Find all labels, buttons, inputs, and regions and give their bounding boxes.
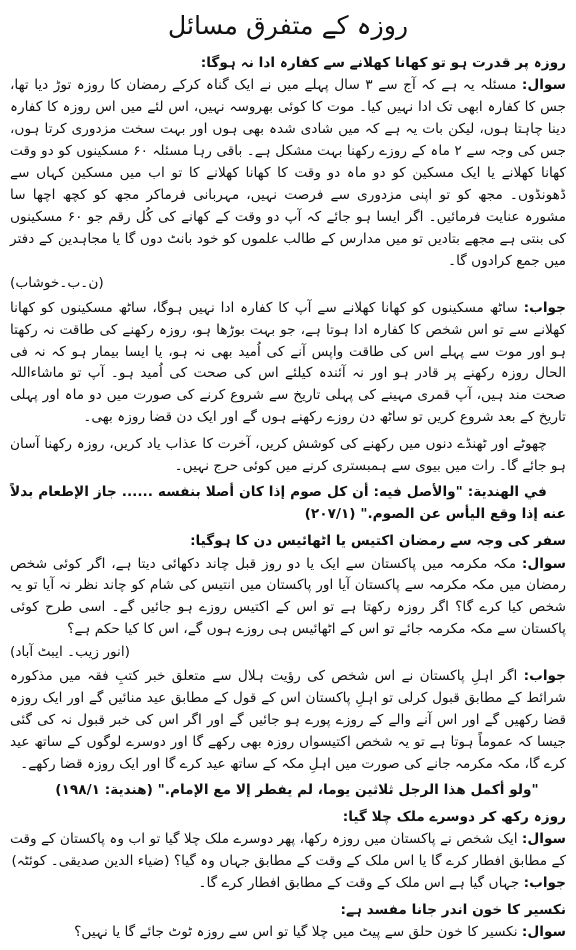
document-content: [10, 9, 566, 945]
answer-label: جواب:: [523, 668, 566, 685]
question-text: نکسیر کا خون حلق سے پیٹ میں چلا گیا تو اس سے روزہ ٹوٹ جائے گا یا نہیں؟: [74, 924, 518, 941]
question-paragraph: [10, 75, 566, 272]
section-nosebleed: [10, 900, 566, 944]
arabic-reference: "ولو أكمل هذا الرجل ثلاثين يوما، لم يفطر إلا مع الإمام." (هندية: ۱۹۸/۱): [55, 781, 539, 798]
question-text: مکہ مکرمہ میں پاکستان سے ایک یا دو روز قبل چاند دکھائی دیتا ہے، اگر کوئی شخص رمضان میں مکہ مکرمہ سے پاکستان آیا اور پاکستان میں انتیس کی شام کو چاند نظر نہ آیا تو یہ شخص کیا کرے گا؟ اگر روزہ رکھتا ہے تو اس کے اکتیس روزے ہو جائیں گے۔ اسی طرح کوئی پاکستان سے مکہ مکرمہ جائے تو اس کے اٹھائیس ہی روزے ہوں گے، اس کا کیا حکم ہے؟: [10, 555, 566, 638]
section-kaffara: [10, 53, 566, 526]
question-label: سوال:: [521, 831, 566, 848]
questioner-attribution: (ن۔ب۔خوشاب): [10, 275, 104, 292]
question-text: ایک شخص نے پاکستان میں روزہ رکھا، پھر دوسرے ملک چلا گیا تو اب وہ پاکستان کے وقت کے مطابق افطار کرے گا یا اس ملک کے وقت کے مطابق جہاں وہ گیا؟: [10, 831, 566, 870]
section-heading: روزہ پر قدرت ہو تو کھانا کھلانے سے کفارہ ادا نہ ہوگا:: [200, 54, 566, 71]
section-other-country: [10, 807, 566, 895]
question-text: مسئلہ یہ ہے کہ آج سے ۳ سال پہلے میں نے ایک گناہ کرکے رمضان کا روزہ توڑ دیا تھا، جس کا کفارہ ابھی تک ادا نہیں کیا۔ موت کا کوئی بھروسہ نہیں، اس لئے میں اس روزہ کا کفارہ دینا چاہتا ہوں، لیکن بات یہ ہے کہ میں شادی شدہ بھی ہوں اور بہت سخت مزدوری کرتا ہوں، جس کی وجہ سے ۲ ماہ کے روزے رکھنا بہت مشکل ہے۔ باقی رہا مسئلہ ۶۰ مسکینوں کو دو وقت کھانا کھلانے یا ایک مسکین کو دو ماہ دو وقت کا کھانا کھلانے کا تو اب میں مسکین کہاں سے ڈھونڈوں۔ مجھ کو تو اپنی مزدوری سے فرصت نہیں، مہربانی فرماکر مجھ کو کچھ اچھا سا مشورہ عنایت فرمائیں۔ اگر ایسا ہو جائے کہ آپ دو وقت کے کھانے کی کُل رقم جو ۶۰ مسکینوں کی بنتی ہے مجھے بتادیں تو میں مدارس کے طالب علموں کو خود بانٹ دوں گا یا مجاہدین کے دفتر میں جمع کرادوں گا۔: [10, 77, 567, 269]
section-heading: سفر کی وجہ سے رمضان اکتیس یا اٹھائیس دن کا ہوگیا:: [190, 532, 566, 549]
answer-advice-paragraph: چھوٹے اور ٹھنڈے دنوں میں رکھنے کی کوشش کریں، آخرت کا عذاب یاد کریں، روزہ رکھنا آسان ہو جائے گا۔ رات میں بیوی سے ہمبستری کرنے میں کوئی حرج نہیں۔: [10, 435, 566, 474]
page-title: روزہ کے متفرق مسائل: [167, 9, 409, 40]
answer-label: جواب:: [523, 874, 566, 891]
answer-label: جواب:: [523, 299, 566, 316]
question-label: سوال:: [521, 924, 566, 941]
section-heading: روزہ رکھ کر دوسرے ملک چلا گیا:: [342, 808, 566, 825]
question-paragraph: [10, 554, 566, 642]
answer-text: جہاں گیا ہے اس ملک کے وقت کے مطابق افطار کرے گا۔: [198, 874, 520, 891]
answer-paragraph: [10, 298, 566, 429]
question-label: سوال:: [521, 77, 566, 94]
question-paragraph: [10, 922, 566, 944]
arabic-reference: في الهندية: "والأصل فيه: أن كل صوم إذا كان أصلا بنفسه ...... جاز الإطعام بدلاً عنه إذا وقع اليأس عن الصوم." (۲۰۷/۱): [10, 484, 566, 523]
answer-text: ساٹھ مسکینوں کو کھانا کھلانے سے آپ کا کفارہ ادا نہیں ہوگا، ساٹھ مسکینوں کو کھانا کھلانے سے تو اس شخص کا کفارہ ادا ہوتا ہے، جو بہت بوڑھا ہو، روزہ رکھنے کی طاقت نہ رکھتا ہو اور موت سے پہلے اس کی طاقت واپس آنے کی اُمید بھی نہ ہو، یا ایسا بیمار ہو کہ نہ فی الحال روزہ رکھنے پر قادر ہو اور نہ آئندہ کیلئے اس کی صحت کی اُمید ہو۔ آپ تو ماشاءاللہ صحت مند ہیں، آپ قمری مہینے کی پہلی تاریخ سے شروع کرنے کی صورت میں دو ماہ اور پہلی تاریخ کے بعد شروع کریں تو ساٹھ دن روزے رکھنے ہوں گے اور ایک دن قضا روزہ بھی۔: [10, 299, 566, 426]
questioner-attribution: (انور زیب۔ ایبٹ آباد): [10, 643, 130, 660]
section-heading: نکسیر کا خون اندر جانا مفسد ہے:: [340, 901, 566, 918]
questioner-attribution: (ضیاء الدین صدیقی۔ کوئٹہ): [11, 853, 170, 870]
section-travel-ramadan: [10, 531, 566, 802]
answer-text: اگر اہلِ پاکستان نے اس شخص کی رؤیت ہلال سے متعلق خبر کتبِ فقہ میں مذکورہ شرائط کے مطابق قبول کرلی تو اہلِ پاکستان اس کے قول کے مطابق عید منائیں گے اور ایک روزہ قضا رکھیں گے اور اس آنے والے کے روزے پورے ہو جائیں گے اور اگر اس کی خبر قبول نہ کی گئی جیسا کہ عموماً ہوتا ہے تو یہ شخص اکتیسواں روزہ بھی رکھے گا اور دوسرے لوگوں کے ساتھ عید کرے گا، مکہ مکرمہ جانے کی صورت میں اہلِ مکہ کے ساتھ عید کرے گا اور ایک روزہ قضا رکھے۔: [10, 668, 566, 772]
answer-paragraph: [10, 873, 566, 895]
question-paragraph: [10, 829, 566, 873]
answer-paragraph: [10, 666, 566, 775]
question-label: سوال:: [521, 555, 566, 572]
